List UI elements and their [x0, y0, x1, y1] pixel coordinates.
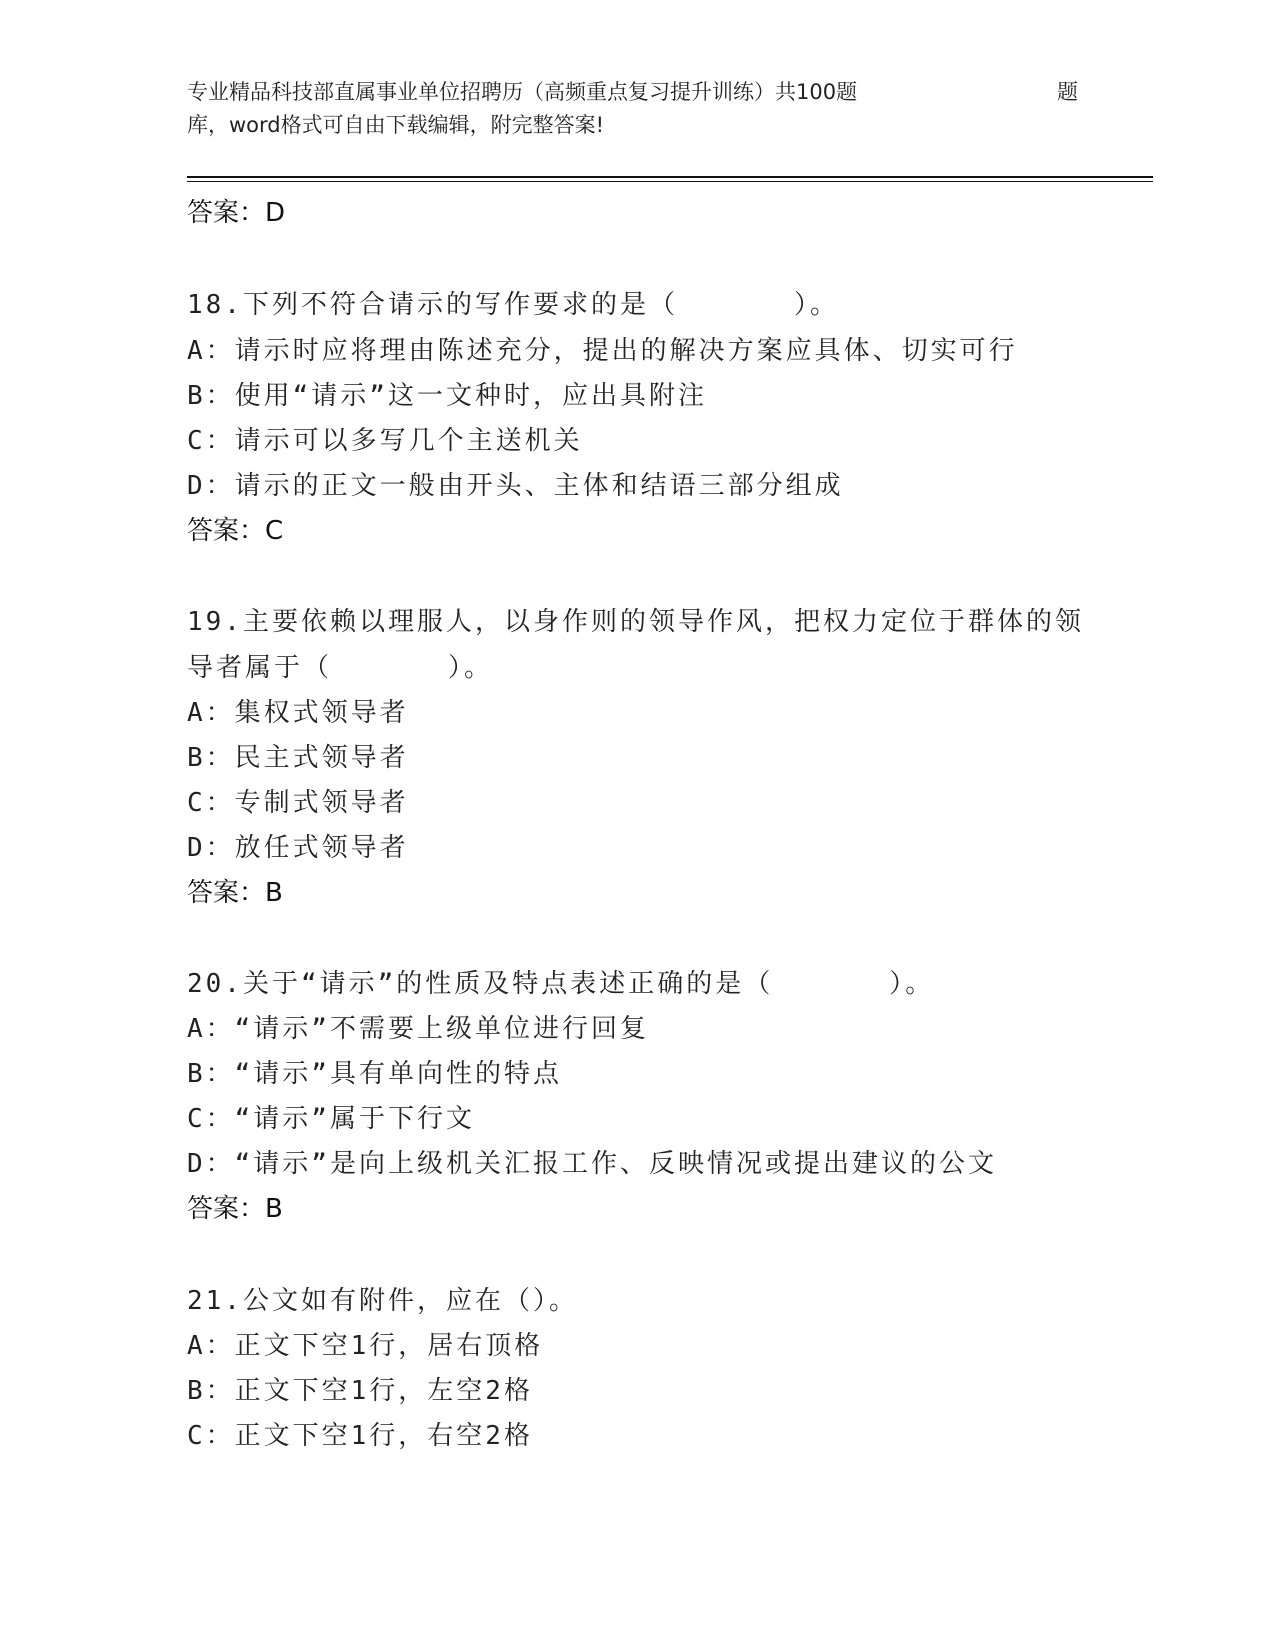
question-stem-line2: 导者属于（ ）。 [187, 653, 494, 683]
header-rule-thin [187, 181, 1153, 182]
header-title-tail: 题 [1057, 80, 1078, 104]
header-title-line1: 专业精品科技部直属事业单位招聘历（高频重点复习提升训练）共100题 [187, 80, 858, 104]
header-rule-thick [187, 176, 1153, 178]
option-b: B：民主式领导者 [187, 743, 409, 773]
answer-17: 答案：D [187, 198, 286, 228]
option-c: C：正文下空1行，右空2格 [187, 1421, 533, 1451]
option-b: B：使用“请示”这一文种时，应出具附注 [187, 381, 707, 411]
answer-18: 答案：C [187, 516, 284, 546]
question-stem: 20.关于“请示”的性质及特点表述正确的是（ ）。 [187, 969, 935, 999]
question-stem: 18.下列不符合请示的写作要求的是（ ）。 [187, 290, 839, 320]
option-c: C：请示可以多写几个主送机关 [187, 426, 583, 456]
option-a: A：请示时应将理由陈述充分，提出的解决方案应具体、切实可行 [187, 336, 1018, 366]
answer-19: 答案：B [187, 878, 283, 908]
option-b: B：正文下空1行，左空2格 [187, 1376, 533, 1406]
option-a: A：正文下空1行，居右顶格 [187, 1331, 544, 1361]
option-a: A：“请示”不需要上级单位进行回复 [187, 1014, 649, 1044]
option-b: B：“请示”具有单向性的特点 [187, 1059, 562, 1089]
option-c: C：专制式领导者 [187, 788, 409, 818]
answer-20: 答案：B [187, 1194, 283, 1224]
option-a: A：集权式领导者 [187, 698, 409, 728]
option-d: D：请示的正文一般由开头、主体和结语三部分组成 [187, 471, 844, 501]
header-title-line2: 库，word格式可自由下载编辑，附完整答案! [187, 113, 605, 137]
option-d: D：放任式领导者 [187, 833, 409, 863]
question-stem-line1: 19.主要依赖以理服人，以身作则的领导作风，把权力定位于群体的领 [187, 607, 1084, 637]
option-d: D：“请示”是向上级机关汇报工作、反映情况或提出建议的公文 [187, 1149, 997, 1179]
question-stem: 21.公文如有附件，应在（）。 [187, 1286, 578, 1316]
option-c: C：“请示”属于下行文 [187, 1104, 475, 1134]
